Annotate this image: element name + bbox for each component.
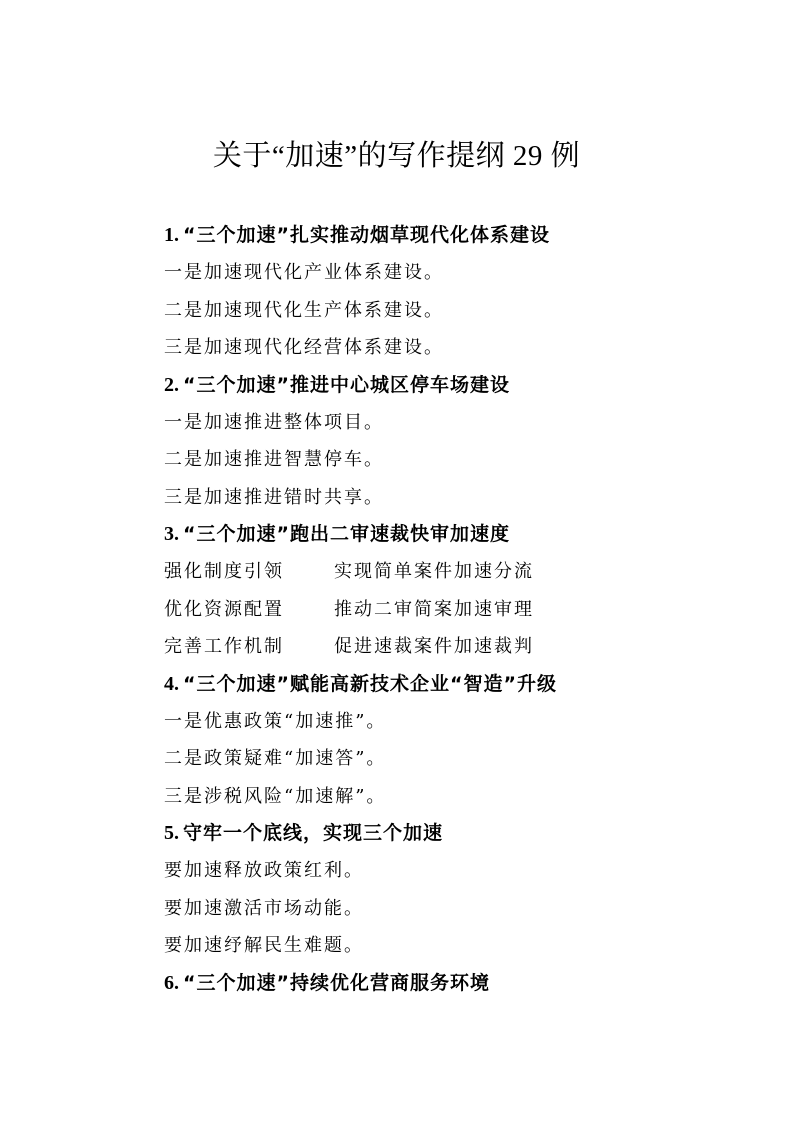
section-number: 5. — [164, 822, 179, 844]
section-heading — [164, 815, 764, 852]
section-line: 要加速激活市场动能。 — [164, 897, 364, 919]
document-title: 关于“加速”的写作提纲 29 例 — [212, 140, 581, 172]
section-line: 二是政策疑难“加速答”。 — [164, 748, 387, 769]
document-content — [164, 217, 764, 1002]
section-row — [164, 553, 764, 591]
section-heading-text: “三个加速”跑出二审速裁快审加速度 — [183, 523, 510, 545]
section-row — [164, 591, 764, 629]
section-heading — [164, 516, 764, 553]
section-heading-text: “三个加速”赋能高新技术企业“智造”升级 — [183, 672, 557, 695]
section-4 — [164, 666, 764, 816]
section-line: 二是加速推进智慧停车。 — [164, 449, 384, 470]
section-2 — [164, 367, 764, 517]
section-number: 1. — [164, 224, 179, 246]
section-line: 二是加速现代化生产体系建设。 — [164, 299, 444, 321]
section-heading — [164, 965, 764, 1002]
section-line: 要加速纾解民生难题。 — [164, 935, 364, 956]
section-line: 要加速释放政策红利。 — [164, 860, 364, 881]
section-line: 三是涉税风险“加速解”。 — [164, 785, 387, 807]
section-3 — [164, 516, 764, 666]
section-line: 三是加速推进错时共享。 — [164, 486, 384, 508]
section-number: 6. — [164, 971, 179, 994]
section-heading-text: “三个加速”推进中心城区停车场建设 — [183, 373, 510, 396]
section-line: 三是加速现代化经营体系建设。 — [164, 337, 444, 358]
section-line: 一是加速推进整体项目。 — [164, 411, 384, 433]
section-heading — [164, 367, 764, 404]
row-right-text: 推动二审简案加速审理 — [334, 598, 534, 620]
section-heading — [164, 666, 764, 703]
section-number: 3. — [164, 523, 179, 545]
section-6 — [164, 965, 764, 1002]
row-left-text: 完善工作机制 — [164, 636, 284, 657]
section-row — [164, 628, 764, 666]
row-right-text: 促进速裁案件加速裁判 — [334, 636, 534, 657]
section-5 — [164, 815, 764, 965]
row-right-text: 实现简单案件加速分流 — [334, 561, 534, 582]
row-left-text: 优化资源配置 — [164, 598, 284, 620]
section-number: 2. — [164, 373, 179, 396]
section-number: 4. — [164, 672, 179, 695]
section-line: 一是优惠政策“加速推”。 — [164, 710, 387, 732]
section-heading-text: “三个加速”扎实推动烟草现代化体系建设 — [183, 224, 550, 246]
section-heading-text: “三个加速”持续优化营商服务环境 — [183, 971, 490, 994]
section-line: 一是加速现代化产业体系建设。 — [164, 262, 444, 283]
section-heading — [164, 217, 764, 254]
section-heading-text: 守牢一个底线，实现三个加速 — [183, 822, 444, 844]
row-left-text: 强化制度引领 — [164, 561, 284, 582]
section-1 — [164, 217, 764, 367]
